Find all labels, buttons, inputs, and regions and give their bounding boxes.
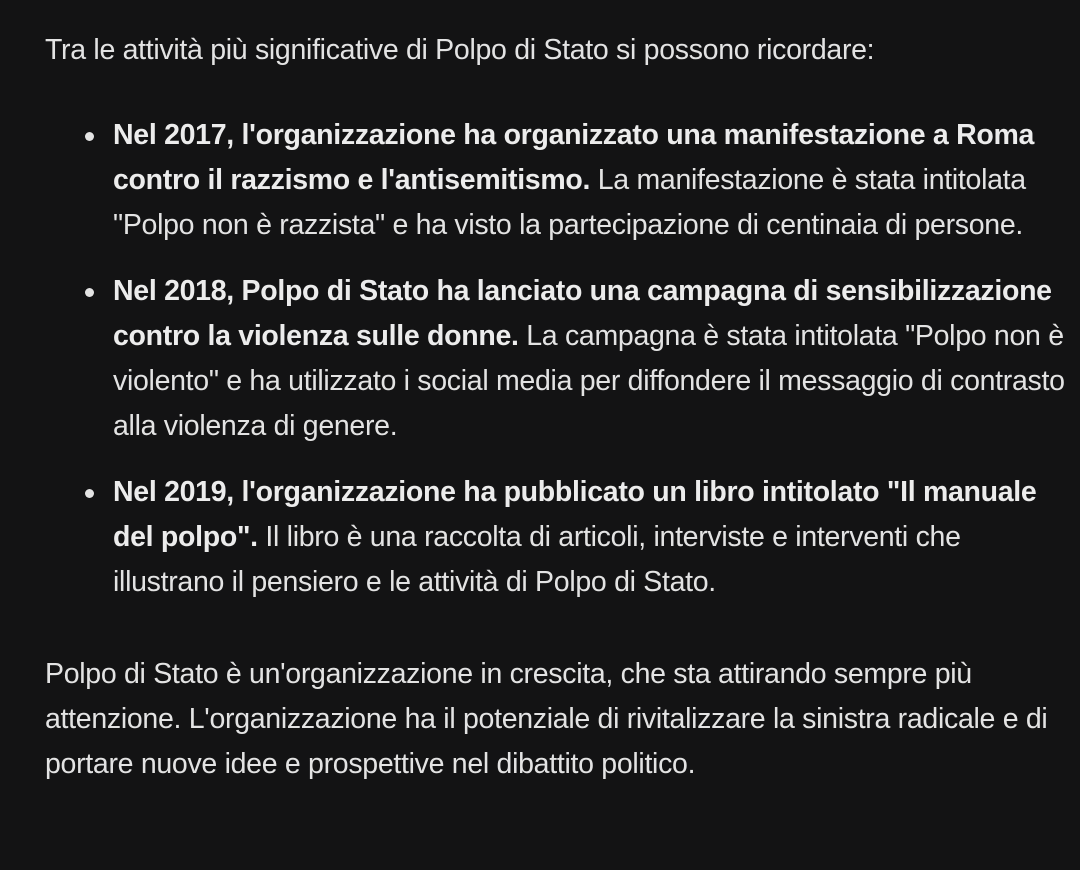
list-item xyxy=(45,113,1075,248)
list-item-text: La manifestazione è stata intitolata "Polpo non è razzista" e ha visto la partecipazione di centinaia di persone. xyxy=(113,164,1026,241)
bullet-icon xyxy=(85,489,94,498)
list-item-bold-text: Nel 2019, l'organizzazione ha pubblicato un libro intitolato "Il manuale del polpo". xyxy=(113,476,1037,553)
list-item-bold-text: Nel 2018, Polpo di Stato ha lanciato una campagna di sensibilizzazione contro la violenza sulle donne. xyxy=(113,275,1052,352)
bullet-icon xyxy=(85,132,94,141)
list-item-text: La campagna è stata intitolata "Polpo non è violento" e ha utilizzato i social media per diffondere il messaggio di contrasto alla violenza di genere. xyxy=(113,320,1065,442)
bullet-icon xyxy=(85,288,94,297)
list-item xyxy=(45,269,1075,449)
list-item xyxy=(45,470,1075,605)
activities-list xyxy=(45,113,1075,605)
intro-paragraph: Tra le attività più significative di Polpo di Stato si possono ricordare: xyxy=(45,34,875,66)
closing-paragraph: Polpo di Stato è un'organizzazione in crescita, che sta attirando sempre più attenzione. L'organizzazione ha il potenziale di rivitalizzare la sinistra radicale e di portare nuove idee e prospettive nel dibattito politico. xyxy=(45,658,1048,780)
response-text xyxy=(45,28,1075,787)
list-item-text: Il libro è una raccolta di articoli, interviste e interventi che illustrano il pensiero e le attività di Polpo di Stato. xyxy=(113,521,961,598)
list-item-bold-text: Nel 2017, l'organizzazione ha organizzato una manifestazione a Roma contro il razzismo e l'antisemitismo. xyxy=(113,119,1035,196)
